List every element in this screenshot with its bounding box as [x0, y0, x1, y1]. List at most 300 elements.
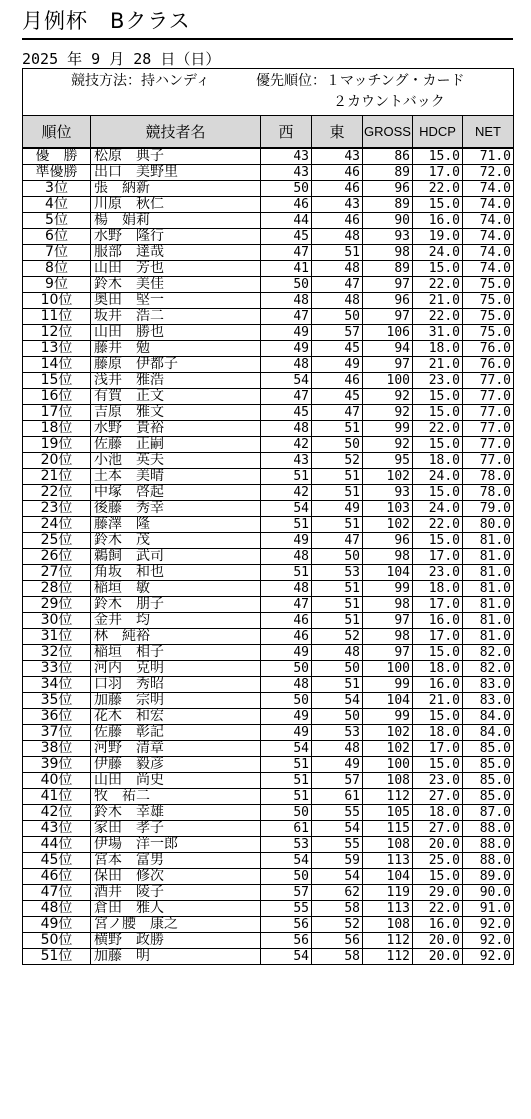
- west-score-cell: 43: [261, 165, 312, 181]
- net-cell: 85.0: [463, 773, 514, 789]
- east-score-cell: 51: [312, 517, 363, 533]
- gross-cell: 98: [363, 629, 413, 645]
- net-cell: 90.0: [463, 885, 514, 901]
- east-score-cell: 48: [312, 293, 363, 309]
- east-score-cell: 49: [312, 757, 363, 773]
- west-score-cell: 55: [261, 901, 312, 917]
- hdcp-cell: 22.0: [413, 181, 463, 197]
- gross-cell: 99: [363, 677, 413, 693]
- net-cell: 81.0: [463, 581, 514, 597]
- west-score-cell: 46: [261, 613, 312, 629]
- hdcp-cell: 15.0: [413, 437, 463, 453]
- east-score-cell: 55: [312, 805, 363, 821]
- net-cell: 71.0: [463, 148, 514, 165]
- net-cell: 77.0: [463, 373, 514, 389]
- hdcp-cell: 15.0: [413, 389, 463, 405]
- net-cell: 83.0: [463, 677, 514, 693]
- east-score-cell: 43: [312, 148, 363, 165]
- priority-rule-2: ２カウントバック: [333, 94, 445, 110]
- table-row: [23, 245, 514, 261]
- east-score-cell: 57: [312, 325, 363, 341]
- west-score-cell: 48: [261, 549, 312, 565]
- hdcp-cell: 17.0: [413, 629, 463, 645]
- rank-cell: 21位: [23, 469, 91, 485]
- hdcp-cell: 16.0: [413, 677, 463, 693]
- east-score-cell: 61: [312, 789, 363, 805]
- net-cell: 81.0: [463, 629, 514, 645]
- rank-cell: 12位: [23, 325, 91, 341]
- rank-cell: 45位: [23, 853, 91, 869]
- net-cell: 75.0: [463, 325, 514, 341]
- west-score-cell: 54: [261, 501, 312, 517]
- rank-cell: 18位: [23, 421, 91, 437]
- west-score-cell: 48: [261, 357, 312, 373]
- hdcp-cell: 17.0: [413, 165, 463, 181]
- hdcp-cell: 15.0: [413, 709, 463, 725]
- hdcp-cell: 21.0: [413, 357, 463, 373]
- player-name-cell: 有賀 正文: [91, 389, 261, 405]
- col-header-east: 東: [312, 116, 363, 149]
- net-cell: 85.0: [463, 789, 514, 805]
- table-row: [23, 565, 514, 581]
- table-row: [23, 741, 514, 757]
- gross-cell: 92: [363, 389, 413, 405]
- title-underline: [22, 38, 513, 40]
- west-score-cell: 57: [261, 885, 312, 901]
- net-cell: 85.0: [463, 741, 514, 757]
- west-score-cell: 51: [261, 469, 312, 485]
- east-score-cell: 59: [312, 853, 363, 869]
- rank-cell: 23位: [23, 501, 91, 517]
- gross-cell: 112: [363, 789, 413, 805]
- table-row: [23, 148, 514, 165]
- hdcp-cell: 18.0: [413, 805, 463, 821]
- west-score-cell: 49: [261, 645, 312, 661]
- gross-cell: 93: [363, 229, 413, 245]
- player-name-cell: 花木 和宏: [91, 709, 261, 725]
- west-score-cell: 45: [261, 229, 312, 245]
- east-score-cell: 54: [312, 821, 363, 837]
- player-name-cell: 倉田 雅人: [91, 901, 261, 917]
- east-score-cell: 46: [312, 181, 363, 197]
- player-name-cell: 山田 尚史: [91, 773, 261, 789]
- player-name-cell: 稲垣 敏: [91, 581, 261, 597]
- table-row: [23, 165, 514, 181]
- hdcp-cell: 27.0: [413, 821, 463, 837]
- rank-cell: 38位: [23, 741, 91, 757]
- table-row: [23, 581, 514, 597]
- west-score-cell: 54: [261, 853, 312, 869]
- rank-cell: 20位: [23, 453, 91, 469]
- hdcp-cell: 18.0: [413, 581, 463, 597]
- east-score-cell: 43: [312, 197, 363, 213]
- east-score-cell: 47: [312, 277, 363, 293]
- hdcp-cell: 21.0: [413, 293, 463, 309]
- table-row: [23, 821, 514, 837]
- east-score-cell: 45: [312, 341, 363, 357]
- hdcp-cell: 19.0: [413, 229, 463, 245]
- rank-cell: 14位: [23, 357, 91, 373]
- gross-cell: 113: [363, 853, 413, 869]
- gross-cell: 102: [363, 741, 413, 757]
- hdcp-cell: 15.0: [413, 645, 463, 661]
- table-row: [23, 885, 514, 901]
- east-score-cell: 46: [312, 373, 363, 389]
- gross-cell: 98: [363, 549, 413, 565]
- net-cell: 72.0: [463, 165, 514, 181]
- net-cell: 74.0: [463, 197, 514, 213]
- rank-cell: 27位: [23, 565, 91, 581]
- rank-cell: 40位: [23, 773, 91, 789]
- player-name-cell: 河野 清章: [91, 741, 261, 757]
- west-score-cell: 46: [261, 197, 312, 213]
- player-name-cell: 後藤 秀幸: [91, 501, 261, 517]
- player-name-cell: 藤原 伊都子: [91, 357, 261, 373]
- table-row: [23, 949, 514, 965]
- hdcp-cell: 18.0: [413, 725, 463, 741]
- east-score-cell: 46: [312, 213, 363, 229]
- table-row: [23, 213, 514, 229]
- net-cell: 76.0: [463, 341, 514, 357]
- net-cell: 88.0: [463, 837, 514, 853]
- hdcp-cell: 15.0: [413, 148, 463, 165]
- player-name-cell: 佐藤 彰記: [91, 725, 261, 741]
- player-name-cell: 鵜飼 武司: [91, 549, 261, 565]
- rank-cell: 50位: [23, 933, 91, 949]
- rank-cell: 47位: [23, 885, 91, 901]
- player-name-cell: 横野 政勝: [91, 933, 261, 949]
- player-name-cell: 水野 貴裕: [91, 421, 261, 437]
- gross-cell: 106: [363, 325, 413, 341]
- player-name-cell: 金井 均: [91, 613, 261, 629]
- table-row: [23, 421, 514, 437]
- east-score-cell: 53: [312, 725, 363, 741]
- rank-cell: 34位: [23, 677, 91, 693]
- gross-cell: 115: [363, 821, 413, 837]
- player-name-cell: 松原 典子: [91, 148, 261, 165]
- east-score-cell: 58: [312, 949, 363, 965]
- results-table: [22, 115, 514, 965]
- net-cell: 77.0: [463, 421, 514, 437]
- west-score-cell: 61: [261, 821, 312, 837]
- west-score-cell: 49: [261, 709, 312, 725]
- net-cell: 88.0: [463, 853, 514, 869]
- west-score-cell: 48: [261, 293, 312, 309]
- rank-cell: 17位: [23, 405, 91, 421]
- east-score-cell: 51: [312, 597, 363, 613]
- player-name-cell: 牧 祐二: [91, 789, 261, 805]
- east-score-cell: 50: [312, 309, 363, 325]
- west-score-cell: 47: [261, 597, 312, 613]
- table-row: [23, 645, 514, 661]
- hdcp-cell: 21.0: [413, 693, 463, 709]
- east-score-cell: 52: [312, 629, 363, 645]
- player-name-cell: 宮本 富男: [91, 853, 261, 869]
- page-title: 月例杯 Bクラス: [22, 9, 191, 33]
- hdcp-cell: 17.0: [413, 597, 463, 613]
- table-row: [23, 325, 514, 341]
- net-cell: 84.0: [463, 709, 514, 725]
- table-row: [23, 389, 514, 405]
- table-row: [23, 613, 514, 629]
- table-header-row: [23, 116, 514, 149]
- rank-cell: 41位: [23, 789, 91, 805]
- player-name-cell: 山田 勝也: [91, 325, 261, 341]
- player-name-cell: 鈴木 幸雄: [91, 805, 261, 821]
- hdcp-cell: 20.0: [413, 949, 463, 965]
- gross-cell: 102: [363, 725, 413, 741]
- net-cell: 74.0: [463, 181, 514, 197]
- west-score-cell: 42: [261, 485, 312, 501]
- east-score-cell: 49: [312, 357, 363, 373]
- hdcp-cell: 23.0: [413, 565, 463, 581]
- hdcp-cell: 15.0: [413, 485, 463, 501]
- east-score-cell: 51: [312, 677, 363, 693]
- rank-cell: 6位: [23, 229, 91, 245]
- rank-cell: 4位: [23, 197, 91, 213]
- table-row: [23, 629, 514, 645]
- hdcp-cell: 15.0: [413, 197, 463, 213]
- west-score-cell: 47: [261, 309, 312, 325]
- player-name-cell: 出口 美野里: [91, 165, 261, 181]
- net-cell: 76.0: [463, 357, 514, 373]
- west-score-cell: 56: [261, 933, 312, 949]
- rank-cell: 5位: [23, 213, 91, 229]
- east-score-cell: 58: [312, 901, 363, 917]
- west-score-cell: 51: [261, 773, 312, 789]
- net-cell: 85.0: [463, 757, 514, 773]
- hdcp-cell: 15.0: [413, 869, 463, 885]
- rank-cell: 10位: [23, 293, 91, 309]
- rank-cell: 30位: [23, 613, 91, 629]
- west-score-cell: 49: [261, 533, 312, 549]
- net-cell: 91.0: [463, 901, 514, 917]
- gross-cell: 112: [363, 933, 413, 949]
- rank-cell: 51位: [23, 949, 91, 965]
- hdcp-cell: 18.0: [413, 341, 463, 357]
- col-header-name: 競技者名: [91, 116, 261, 149]
- west-score-cell: 48: [261, 581, 312, 597]
- east-score-cell: 51: [312, 245, 363, 261]
- rank-cell: 9位: [23, 277, 91, 293]
- net-cell: 82.0: [463, 661, 514, 677]
- col-header-rank: 順位: [23, 116, 91, 149]
- east-score-cell: 54: [312, 693, 363, 709]
- east-score-cell: 45: [312, 389, 363, 405]
- rank-cell: 優 勝: [23, 148, 91, 165]
- west-score-cell: 47: [261, 389, 312, 405]
- gross-cell: 108: [363, 837, 413, 853]
- gross-cell: 96: [363, 533, 413, 549]
- gross-cell: 99: [363, 709, 413, 725]
- west-score-cell: 46: [261, 629, 312, 645]
- table-row: [23, 901, 514, 917]
- hdcp-cell: 16.0: [413, 613, 463, 629]
- table-row: [23, 357, 514, 373]
- west-score-cell: 50: [261, 661, 312, 677]
- table-row: [23, 181, 514, 197]
- west-score-cell: 53: [261, 837, 312, 853]
- hdcp-cell: 27.0: [413, 789, 463, 805]
- rank-cell: 22位: [23, 485, 91, 501]
- rank-cell: 48位: [23, 901, 91, 917]
- east-score-cell: 48: [312, 741, 363, 757]
- net-cell: 81.0: [463, 565, 514, 581]
- gross-cell: 86: [363, 148, 413, 165]
- table-row: [23, 533, 514, 549]
- west-score-cell: 56: [261, 917, 312, 933]
- net-cell: 81.0: [463, 549, 514, 565]
- net-cell: 92.0: [463, 949, 514, 965]
- rank-cell: 35位: [23, 693, 91, 709]
- table-row: [23, 501, 514, 517]
- net-cell: 89.0: [463, 869, 514, 885]
- table-row: [23, 869, 514, 885]
- player-name-cell: 奥田 堅一: [91, 293, 261, 309]
- gross-cell: 102: [363, 517, 413, 533]
- hdcp-cell: 15.0: [413, 533, 463, 549]
- rank-cell: 16位: [23, 389, 91, 405]
- table-row: [23, 805, 514, 821]
- west-score-cell: 51: [261, 517, 312, 533]
- gross-cell: 96: [363, 293, 413, 309]
- hdcp-cell: 22.0: [413, 309, 463, 325]
- east-score-cell: 50: [312, 709, 363, 725]
- net-cell: 81.0: [463, 597, 514, 613]
- hdcp-cell: 24.0: [413, 469, 463, 485]
- table-row: [23, 549, 514, 565]
- rank-cell: 準優勝: [23, 165, 91, 181]
- player-name-cell: 小池 英夫: [91, 453, 261, 469]
- table-row: [23, 373, 514, 389]
- player-name-cell: 鈴木 朋子: [91, 597, 261, 613]
- east-score-cell: 57: [312, 773, 363, 789]
- gross-cell: 92: [363, 405, 413, 421]
- hdcp-cell: 18.0: [413, 453, 463, 469]
- net-cell: 78.0: [463, 469, 514, 485]
- east-score-cell: 51: [312, 485, 363, 501]
- gross-cell: 89: [363, 165, 413, 181]
- table-row: [23, 197, 514, 213]
- east-score-cell: 51: [312, 421, 363, 437]
- rank-cell: 11位: [23, 309, 91, 325]
- net-cell: 74.0: [463, 213, 514, 229]
- rank-cell: 39位: [23, 757, 91, 773]
- rank-cell: 26位: [23, 549, 91, 565]
- table-row: [23, 309, 514, 325]
- gross-cell: 105: [363, 805, 413, 821]
- east-score-cell: 51: [312, 613, 363, 629]
- competition-info-box: [22, 68, 514, 116]
- hdcp-cell: 22.0: [413, 277, 463, 293]
- player-name-cell: 坂井 浩二: [91, 309, 261, 325]
- west-score-cell: 44: [261, 213, 312, 229]
- player-name-cell: 伊藤 毅彦: [91, 757, 261, 773]
- hdcp-cell: 25.0: [413, 853, 463, 869]
- west-score-cell: 43: [261, 148, 312, 165]
- rank-cell: 49位: [23, 917, 91, 933]
- east-score-cell: 56: [312, 933, 363, 949]
- player-name-cell: 口羽 秀昭: [91, 677, 261, 693]
- west-score-cell: 51: [261, 757, 312, 773]
- rank-cell: 33位: [23, 661, 91, 677]
- rank-cell: 7位: [23, 245, 91, 261]
- gross-cell: 113: [363, 901, 413, 917]
- east-score-cell: 54: [312, 869, 363, 885]
- table-row: [23, 693, 514, 709]
- west-score-cell: 54: [261, 373, 312, 389]
- net-cell: 88.0: [463, 821, 514, 837]
- west-score-cell: 43: [261, 453, 312, 469]
- west-score-cell: 50: [261, 277, 312, 293]
- gross-cell: 102: [363, 469, 413, 485]
- rank-cell: 28位: [23, 581, 91, 597]
- gross-cell: 99: [363, 581, 413, 597]
- net-cell: 75.0: [463, 309, 514, 325]
- west-score-cell: 54: [261, 741, 312, 757]
- table-row: [23, 597, 514, 613]
- net-cell: 81.0: [463, 613, 514, 629]
- player-name-cell: 加藤 宗明: [91, 693, 261, 709]
- table-row: [23, 757, 514, 773]
- table-row: [23, 677, 514, 693]
- east-score-cell: 48: [312, 645, 363, 661]
- hdcp-cell: 15.0: [413, 405, 463, 421]
- rank-cell: 46位: [23, 869, 91, 885]
- player-name-cell: 張 納新: [91, 181, 261, 197]
- hdcp-cell: 29.0: [413, 885, 463, 901]
- west-score-cell: 51: [261, 789, 312, 805]
- net-cell: 75.0: [463, 293, 514, 309]
- hdcp-cell: 15.0: [413, 261, 463, 277]
- east-score-cell: 49: [312, 501, 363, 517]
- rank-cell: 15位: [23, 373, 91, 389]
- rank-cell: 3位: [23, 181, 91, 197]
- rank-cell: 44位: [23, 837, 91, 853]
- rank-cell: 36位: [23, 709, 91, 725]
- hdcp-cell: 20.0: [413, 933, 463, 949]
- player-name-cell: 河内 克明: [91, 661, 261, 677]
- hdcp-cell: 23.0: [413, 373, 463, 389]
- east-score-cell: 46: [312, 165, 363, 181]
- gross-cell: 104: [363, 693, 413, 709]
- player-name-cell: 林 純裕: [91, 629, 261, 645]
- rank-cell: 24位: [23, 517, 91, 533]
- gross-cell: 119: [363, 885, 413, 901]
- west-score-cell: 50: [261, 693, 312, 709]
- gross-cell: 94: [363, 341, 413, 357]
- player-name-cell: 吉原 雅文: [91, 405, 261, 421]
- west-score-cell: 50: [261, 869, 312, 885]
- hdcp-cell: 22.0: [413, 421, 463, 437]
- player-name-cell: 佐藤 正嗣: [91, 437, 261, 453]
- hdcp-cell: 24.0: [413, 501, 463, 517]
- gross-cell: 112: [363, 949, 413, 965]
- west-score-cell: 48: [261, 421, 312, 437]
- priority-rule-1: 優先順位：１マッチング・カード: [256, 73, 465, 89]
- player-name-cell: 加藤 明: [91, 949, 261, 965]
- gross-cell: 93: [363, 485, 413, 501]
- gross-cell: 97: [363, 645, 413, 661]
- gross-cell: 100: [363, 661, 413, 677]
- col-header-west: 西: [261, 116, 312, 149]
- hdcp-cell: 22.0: [413, 901, 463, 917]
- competition-method: 競技方法：持ハンディ: [71, 73, 210, 89]
- hdcp-cell: 22.0: [413, 517, 463, 533]
- rank-cell: 31位: [23, 629, 91, 645]
- table-row: [23, 437, 514, 453]
- player-name-cell: 家田 孝子: [91, 821, 261, 837]
